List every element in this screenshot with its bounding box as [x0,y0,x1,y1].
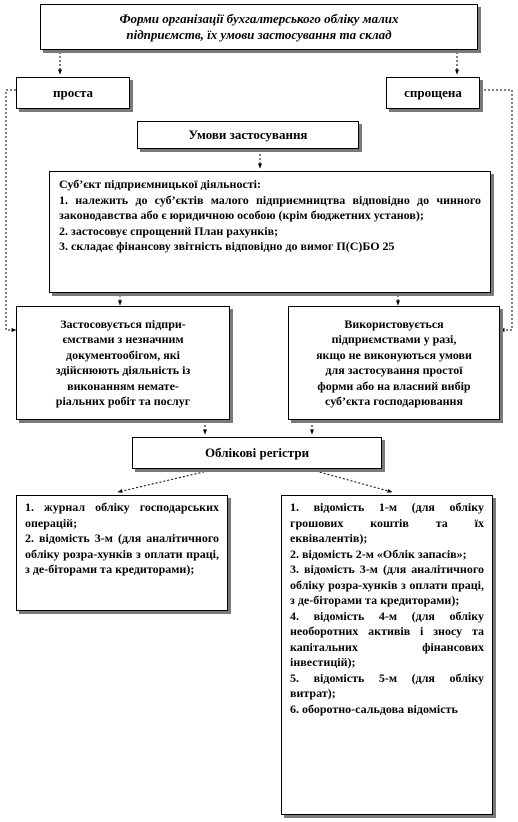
simple-form-condition-box [16,306,230,420]
arrow-simple-side [6,90,16,330]
simplified-condition-line: підприємствами у разі, [331,332,457,346]
simple-condition-line: здійснюють діяльність із [55,363,191,377]
diagram-title-line1: Форми організації бухгалтерського обліку малих [119,11,399,26]
simplified-register-item: 3. відомість 3-м (для аналітичного обліку розра-хунків з оплати праці, з де-біторами та кредиторами); [290,562,484,607]
form-simplified-label: спрощена [404,85,462,100]
diagram-title-line2: підприємств, їх умови застосування та склад [126,27,392,42]
simplified-condition-line: форми або на власний вибір [317,378,471,393]
simple-registers-box [16,495,228,611]
conditions-heading-box [137,121,359,149]
simplified-register-item: 1. відомість 1-м (для обліку грошових коштів та їх еквівалентів); [290,500,484,545]
simple-condition-line: документообігом, які [66,347,180,362]
simplified-condition-line: для застосування простої [325,363,463,377]
simple-condition-line: виконанням немате- [67,378,179,393]
conditions-intro: Суб’єкт підприємницької діяльності: [59,177,261,191]
arrow-registers-to-simplified [312,470,392,492]
simple-condition-line: Застосовується підпри- [60,316,186,331]
simplified-register-item: 6. оборотно-сальдова відомість [290,701,458,716]
conditions-heading-label: Умови застосування [188,127,308,142]
simplified-register-item: 2. відомість 2-м «Облік запасів»; [290,546,467,561]
form-simple-label: проста [52,85,94,100]
registers-heading-box [132,437,382,469]
simple-condition-line: ємствами з незначним [62,332,184,346]
conditions-details-box [49,171,491,293]
condition-item-3: 3. складає фінансову звітність відповідно до вимог П(С)БО 25 [59,239,395,253]
simple-condition-line: ріальних робіт та послуг [55,394,191,408]
simple-register-item: 1. журнал обліку господарських операцій; [25,500,219,530]
simplified-form-condition-box [288,306,500,420]
form-simplified-box [386,77,480,109]
simplified-register-item: 4. відомість 4-м (для обліку необоротних активів і зносу та капітальних фінансових інвестицій); [290,608,484,669]
form-simple-box [16,77,130,109]
arrow-registers-to-simple [118,470,212,492]
simple-register-item: 2. відомість 3-м (для аналітичного обліку розра-хунків з оплати праці, з де-біторами та кредиторами); [25,531,219,576]
simplified-registers-box [281,495,493,815]
simplified-condition-line: Використовується [344,316,444,331]
simplified-register-item: 5. відомість 5-м (для обліку витрат); [290,670,484,700]
condition-item-1: 1. належить до суб’єктів малого підприємництва відповідно до чинного законодавства або є юридичною особою (крім бюджетних установ); [59,192,481,222]
diagram-title-box [40,4,478,50]
simplified-condition-line: суб’єкта господарювання [325,394,463,408]
registers-heading-label: Облікові регістри [204,445,310,460]
simplified-condition-line: якщо не виконуються умови [316,347,472,362]
condition-item-2: 2. застосовує спрощений План рахунків; [59,223,279,238]
